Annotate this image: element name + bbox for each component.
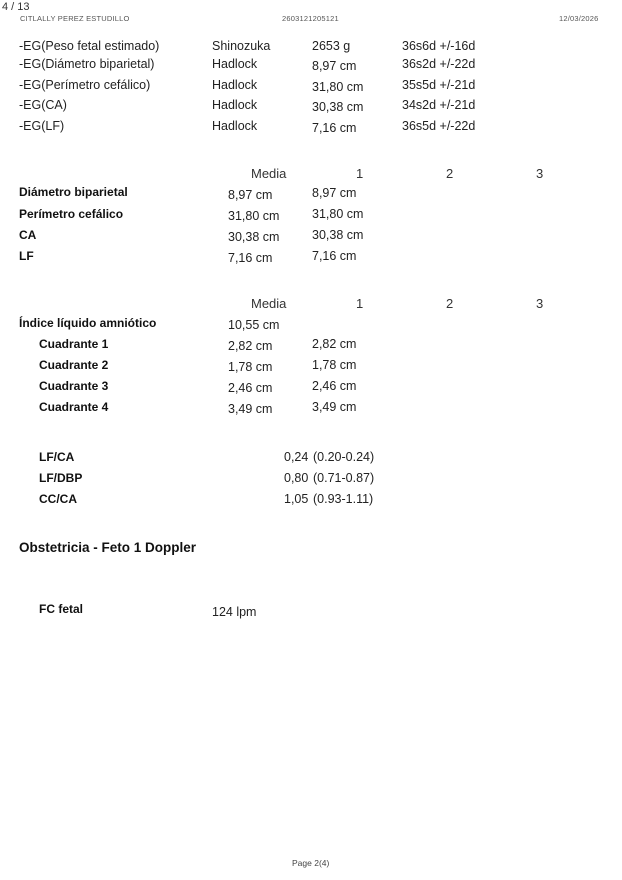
- ratio-label: LF/CA: [39, 450, 75, 464]
- quadrant-label: Cuadrante 4: [39, 400, 109, 414]
- ratio-range: (0.71-0.87): [313, 471, 375, 485]
- page-footer: Page 2(4): [292, 858, 330, 868]
- row-measure-1: 31,80 cm: [312, 207, 364, 221]
- ga-result: 36s2d +/-22d: [402, 57, 476, 71]
- ga-label: -EG(Diámetro biparietal): [19, 57, 155, 71]
- quadrant-label: Cuadrante 2: [39, 358, 109, 372]
- ga-result: 35s5d +/-21d: [402, 78, 476, 92]
- ratio-label: LF/DBP: [39, 471, 83, 485]
- ga-method: Hadlock: [212, 78, 258, 92]
- ratio-label: CC/CA: [39, 492, 77, 506]
- quadrant-measure-1: 2,82 cm: [312, 337, 357, 351]
- quadrant-media: 1,78 cm: [228, 360, 273, 374]
- ratio-value: 0,24: [284, 450, 309, 464]
- column-header-2: 2: [446, 296, 454, 311]
- column-header-3: 3: [536, 296, 544, 311]
- ga-value: 31,80 cm: [312, 80, 364, 94]
- ga-value: 30,38 cm: [312, 100, 364, 114]
- column-header-3: 3: [536, 166, 544, 181]
- quadrant-measure-1: 3,49 cm: [312, 400, 357, 414]
- ga-method: Hadlock: [212, 57, 258, 71]
- quadrant-measure-1: 2,46 cm: [312, 379, 357, 393]
- amniotic-index-label: Índice líquido amniótico: [19, 316, 157, 330]
- ga-value: 8,97 cm: [312, 59, 357, 73]
- ga-label: -EG(Perímetro cefálico): [19, 78, 151, 92]
- ga-method: Shinozuka: [212, 39, 271, 53]
- ga-result: 34s2d +/-21d: [402, 98, 476, 112]
- amniotic-index-value: 10,55 cm: [228, 318, 280, 332]
- row-label: CA: [19, 228, 37, 242]
- row-label: Diámetro biparietal: [19, 185, 128, 199]
- row-label: Perímetro cefálico: [19, 207, 124, 221]
- quadrant-media: 2,82 cm: [228, 339, 273, 353]
- ga-method: Hadlock: [212, 119, 258, 133]
- ga-method: Hadlock: [212, 98, 258, 112]
- row-media: 8,97 cm: [228, 188, 273, 202]
- row-media: 31,80 cm: [228, 209, 280, 223]
- row-measure-1: 7,16 cm: [312, 249, 357, 263]
- ratio-value: 1,05: [284, 492, 309, 506]
- ga-value: 7,16 cm: [312, 121, 357, 135]
- row-measure-1: 30,38 cm: [312, 228, 364, 242]
- column-header-1: 1: [356, 296, 364, 311]
- column-header-media: Media: [251, 296, 287, 311]
- ga-label: -EG(LF): [19, 119, 65, 133]
- column-header-1: 1: [356, 166, 364, 181]
- ga-result: 36s6d +/-16d: [402, 39, 476, 53]
- ga-result: 36s5d +/-22d: [402, 119, 476, 133]
- ratio-range: (0.20-0.24): [313, 450, 375, 464]
- row-label: LF: [19, 249, 34, 263]
- quadrant-measure-1: 1,78 cm: [312, 358, 357, 372]
- quadrant-media: 2,46 cm: [228, 381, 273, 395]
- ga-value: 2653 g: [312, 39, 351, 53]
- ga-label: -EG(Peso fetal estimado): [19, 39, 160, 53]
- quadrant-label: Cuadrante 1: [39, 337, 109, 351]
- section-title-doppler: Obstetricia - Feto 1 Doppler: [19, 540, 197, 555]
- row-measure-1: 8,97 cm: [312, 186, 357, 200]
- patient-name: CITLALLY PEREZ ESTUDILLO: [20, 14, 130, 23]
- quadrant-media: 3,49 cm: [228, 402, 273, 416]
- column-header-media: Media: [251, 166, 287, 181]
- ratio-value: 0,80: [284, 471, 309, 485]
- ratio-range: (0.93-1.11): [313, 492, 374, 506]
- quadrant-label: Cuadrante 3: [39, 379, 109, 393]
- row-media: 30,38 cm: [228, 230, 280, 244]
- report-date: 12/03/2026: [559, 14, 599, 23]
- fc-fetal-value: 124 lpm: [212, 605, 257, 619]
- record-id: 2603121205121: [282, 14, 339, 23]
- page-counter: 4 / 13: [2, 1, 30, 13]
- column-header-2: 2: [446, 166, 454, 181]
- ga-label: -EG(CA): [19, 98, 67, 112]
- fc-fetal-label: FC fetal: [39, 602, 84, 616]
- row-media: 7,16 cm: [228, 251, 273, 265]
